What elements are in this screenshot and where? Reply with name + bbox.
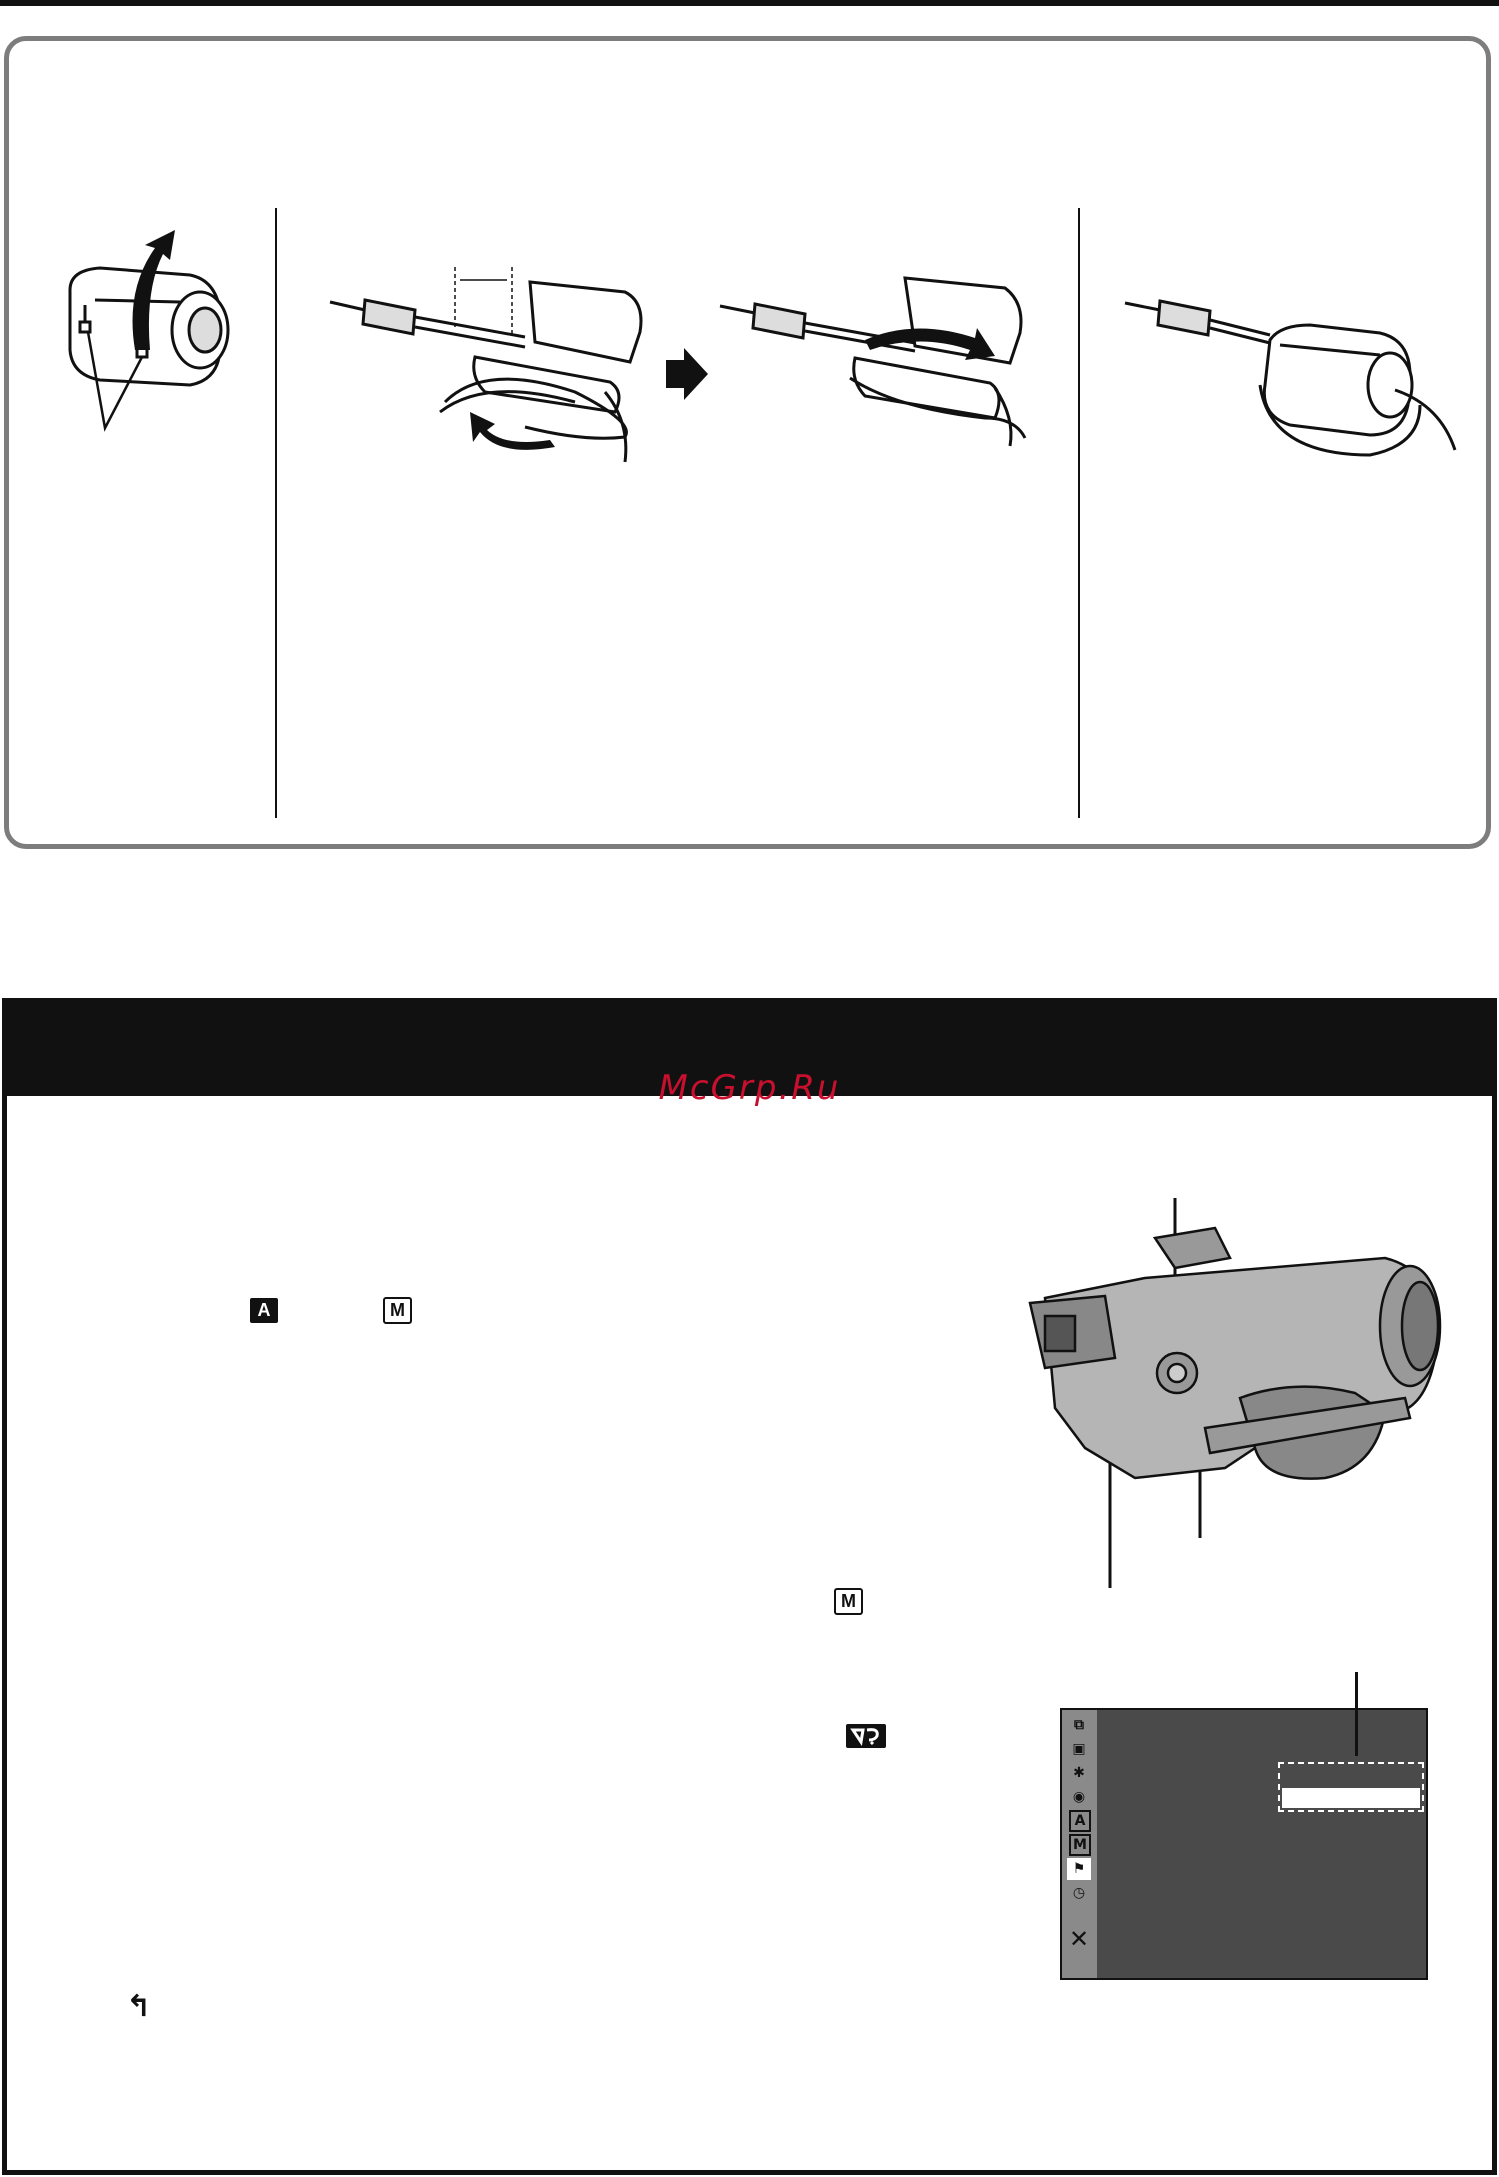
camcorder-illustration (1025, 1198, 1445, 1608)
menu-selected-item (1282, 1788, 1420, 1808)
panel-divider-right (1078, 208, 1080, 818)
scene-select-icon (846, 1724, 886, 1748)
manual-mode-icon: M (383, 1297, 412, 1324)
clock-icon: ◷ (1072, 1885, 1086, 1901)
return-icon: ↰ (126, 1989, 152, 2024)
menu-highlight-box (1278, 1762, 1424, 1812)
top-rule (0, 0, 1499, 6)
camera-icon: ▣ (1072, 1741, 1086, 1757)
core-filter-open-illustration (50, 230, 250, 440)
display-icon: ⧉ (1074, 1717, 1084, 1733)
next-step-arrow-icon (666, 348, 708, 400)
white-balance-icon: ◉ (1072, 1789, 1086, 1805)
core-close-illustration (715, 268, 1035, 448)
scene-icon: ⚑ (1067, 1858, 1091, 1880)
manual-icon: M (1069, 1834, 1091, 1856)
auto-mode-icon: A (250, 1298, 278, 1323)
core-attached-illustration (1120, 285, 1460, 475)
manual-mode-icon-2: M (834, 1588, 863, 1615)
watermark: McGrp.Ru (658, 1068, 841, 1108)
panel-divider-left (275, 208, 277, 818)
exposure-icon: ✱ (1073, 1765, 1085, 1781)
close-icon: ✕ (1068, 1925, 1090, 1953)
menu-sidebar (1062, 1710, 1097, 1978)
menu-callout-line (1355, 1672, 1358, 1756)
cable-insert-illustration (325, 262, 655, 477)
menu-screen (1060, 1708, 1428, 1980)
auto-icon: A (1069, 1810, 1091, 1832)
